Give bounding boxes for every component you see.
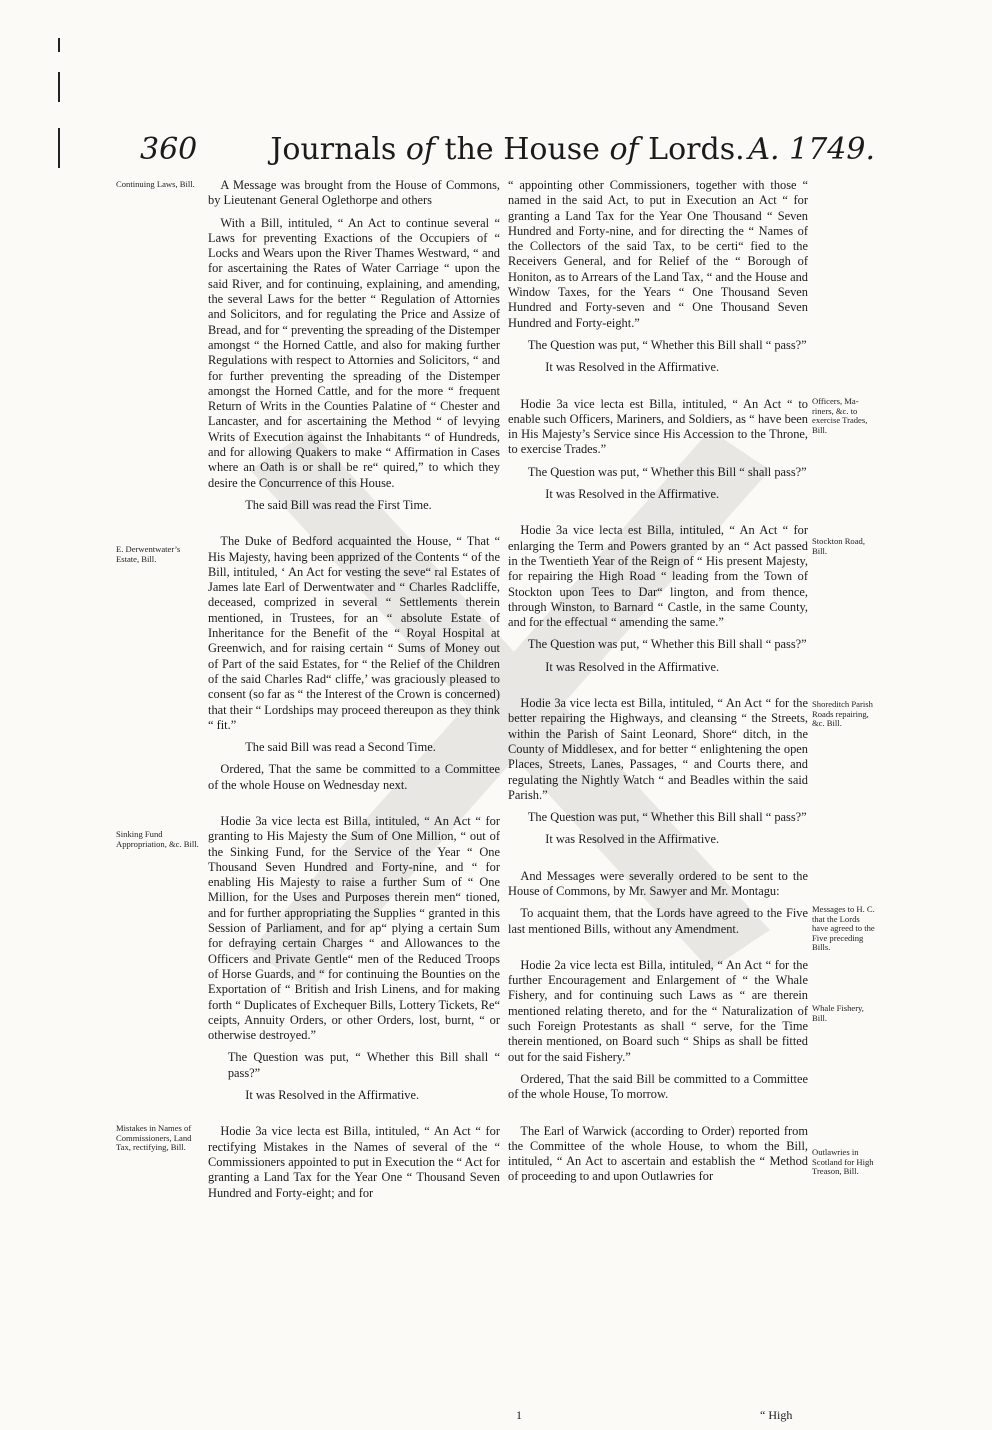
paragraph: Hodie 3a vice lecta est Billa, intituled, “ An Act “ for rectifying Mistakes in the Names of several of the “ Commissioners appointed to put in Execution the “ Act for granting a Land Tax for the Year One “ Thousand Seven Hundred and Forty-eight; and for [208, 1124, 500, 1200]
paragraph: The Question was put, “ Whether this Bill shall “ pass?” [527, 337, 807, 352]
paragraph: A Message was brought from the House of Commons, by Lieutenant General Oglethorpe and others [208, 178, 500, 208]
left-column [208, 178, 500, 1208]
margin-note: E. Derwentwater’s Estate, Bill. [116, 544, 181, 564]
margin-note: Sinking Fund Appropriation, &c. Bill. [116, 829, 199, 849]
paragraph: It was Resolved in the Affirmative. [545, 487, 720, 502]
paragraph: Ordered, That the same be committed to a Committee of the whole House on Wednesday next. [208, 762, 500, 792]
paragraph: It was Resolved in the Affirmative. [245, 1088, 420, 1103]
paragraph: The said Bill was read the First Time. [245, 497, 432, 512]
paragraph: The Earl of Warwick (according to Order) reported from the Committee of the whole House, to whom the Bill, intituled, “ An Act to ascertain and establish the “ Method of proceeding to and upon Outlawries for [508, 1123, 808, 1184]
binding-mark [58, 72, 60, 102]
page-number: 360 [140, 132, 198, 167]
margin-note: Continuing Laws, Bill. [116, 179, 195, 189]
margin-note: Officers, Mariners, &c. to exercise Trades, Bill. [812, 396, 868, 435]
margin-note: Mistakes in Names of Commissioners, Land Tax, rectifying, Bill. [116, 1123, 192, 1153]
margin-note: Shoreditch Parish Roads repairing, &c. Bill. [812, 699, 873, 729]
paragraph: The Question was put, “ Whether this Bill “ shall pass?” [527, 464, 807, 479]
margin-note: Messages to H. C. that the Lords have agreed to the Five preceding Bills. [812, 904, 875, 953]
paragraph: The Duke of Bedford acquainted the House, “ That “ His Majesty, having been apprized of the Contents “ of the Bill, intituled, ‘ An Act for vesting the seve“ ral Estates of James late Earl of Derwentwater and “ Charles Radcliffe, deceased, comprized in several “ Settlements therein mentioned, in Trustees, for an “ absolute Estate of Inheritance for the Benefit of the “ Royal Hospital at Greenwich, and for raising certain “ Sums of Money out of Part of the said Estates, for “ the Relief of the Children of the said Charles Rad“ cliffe,’ was graciously pleased to consent (so far as “ the Interest of the Crown is concerned) that their “ Lordships may proceed thereupon as they think “ fit.” [208, 534, 500, 732]
margin-note: Stockton Road, Bill. [812, 536, 865, 556]
paragraph: The Question was put, “ Whether this Bill shall “ pass?” [527, 637, 807, 652]
paragraph: It was Resolved in the Affirmative. [545, 659, 720, 674]
catchword: “ High [760, 1408, 793, 1422]
paragraph: Hodie 3a vice lecta est Billa, intituled, “ An Act “ to enable such Officers, Mariners, and Soldiers, as “ have been in His Majesty’s Service since His Accession to the Throne, to exercise Trades.” [508, 396, 808, 457]
paragraph: “ appointing other Commissioners, together with those “ named in the said Act, to put in Execution an Act “ for granting a Land Tax for the Year One Thousand “ Seven Hundred and Forty-nine, and for directing the “ Names of the Collectors of the said Tax, to be certi“ fied to the Receivers General, and for Relief of the “ Borough of Honiton, as to Arrears of the Land Tax, “ and the House and Window Taxes, for the Years “ One Thousand Seven Hundred and Forty-seven and “ One Thousand Seven Hundred and Forty-eight.” [508, 178, 808, 330]
paragraph: Hodie 3a vice lecta est Billa, intituled, “ An Act “ for granting to His Majesty the Sum of One Million, “ out of the Sinking Fund, for the Service of the Year “ One Thousand Seven Hundred and Forty-nine, and “ for enabling His Majesty to raise a further Sum of “ One Million, for the Uses and Purposes therein men“ tioned, and for further appropriating the Supplies “ granted in this Session of Parliament, and for ap“ plying a certain Sum for defraying certain Charges “ and Allowances to the Officers and Private Gentle“ men of the Reduced Troops of Horse Guards, and “ for continuing the Bounties on the Exportation of “ British and Irish Linens, and for making forth “ Duplicates of Exchequer Bills, Lottery Tickets, Re“ ceipts, Annuity Orders, or other Orders, lost, burnt, “ or otherwise destroyed.” [208, 813, 500, 1043]
page-year: A. 1749. [748, 132, 875, 167]
binding-mark [58, 128, 60, 168]
paragraph: It was Resolved in the Affirmative. [545, 832, 720, 847]
paragraph: Ordered, That the said Bill be committed to a Committee of the whole House, To morrow. [508, 1071, 808, 1102]
paragraph: Hodie 3a vice lecta est Billa, intituled, “ An Act “ for the better repairing the Highways, and cleansing “ the Streets, within the Parish of Saint Leonard, Shore“ ditch, in the County of Middlesex, and for better “ enlightening the open Places, Streets, Lanes, Passages, “ and Courts there, and regulating the Nightly Watch “ and Beadles within the said Parish.” [508, 696, 808, 802]
paragraph: With a Bill, intituled, “ An Act to continue several “ Laws for preventing Exactions of the Occupiers of “ Locks and Wears upon the River Thames Westward, “ and for ascertaining the Rates of Water Carriage “ upon the said River, and for continuing, explaining, and amending, the several Laws for the better “ Regulation of Attornies and Solicitors, and for regulating the Price and Assize of Bread, and for “ preventing the spreading of the Distemper amongst “ the Horned Cattle, and also for making further Regulations with respect to Attornies and Solicitors, “ and for further preventing the spreading of the Distemper amongst the Horned Cattle, and for the more “ frequent Return of Writs in the Counties Palatine of “ Chester and Lancaster, and for ascertaining the Method “ of levying Writs of Execution against the Inhabitants “ of Hundreds, and for allowing Quakers to make “ Affirmation in Cases where an Oath is or shall be re“ quired,” to which they desire the Concurrence of this House. [208, 215, 500, 490]
right-column [508, 178, 808, 1192]
margin-note: Outlawries in Scotland for High Treason, Bill. [812, 1147, 874, 1177]
paragraph: The said Bill was read a Second Time. [245, 740, 436, 755]
paragraph: It was Resolved in the Affirmative. [545, 360, 720, 375]
margin-note: Whale Fishery, Bill. [812, 1003, 864, 1023]
paragraph: And Messages were severally ordered to be sent to the House of Commons, by Mr. Sawyer and Mr. Montagu: [508, 868, 808, 898]
running-title: Journals of the House of Lords. [270, 132, 745, 167]
paragraph: Hodie 3a vice lecta est Billa, intituled, “ An Act “ for enlarging the Term and Powers granted by an “ Act passed in the Twentieth Year of the Reign of “ His present Majesty, for repairing the High Road “ leading from the Town of Stockton upon Tees to Dar“ lington, and from thence, through Winston, to Barnard “ Castle, in the same County, and for the effectual “ amending the same.” [508, 523, 808, 630]
binding-mark [58, 38, 60, 52]
signature-mark: 1 [516, 1408, 522, 1422]
paragraph: The Question was put, “ Whether this Bill shall “ pass?” [527, 810, 807, 825]
paragraph: To acquaint them, that the Lords have agreed to the Five last mentioned Bills, without any Amendment. [508, 906, 808, 936]
paragraph: The Question was put, “ Whether this Bill shall “ pass?” [227, 1050, 500, 1080]
page-header [140, 132, 875, 172]
paragraph: Hodie 2a vice lecta est Billa, intituled, “ An Act “ for the further Encouragement and Enlargement of “ the Whale Fishery, and for continuing such Laws as “ are therein mentioned relating thereto, and for the “ Naturalization of such Foreign Protestants as shall “ serve, for the Time therein mentioned, on Board such “ Ships as shall be fitted out for the said Fishery.” [508, 957, 808, 1064]
